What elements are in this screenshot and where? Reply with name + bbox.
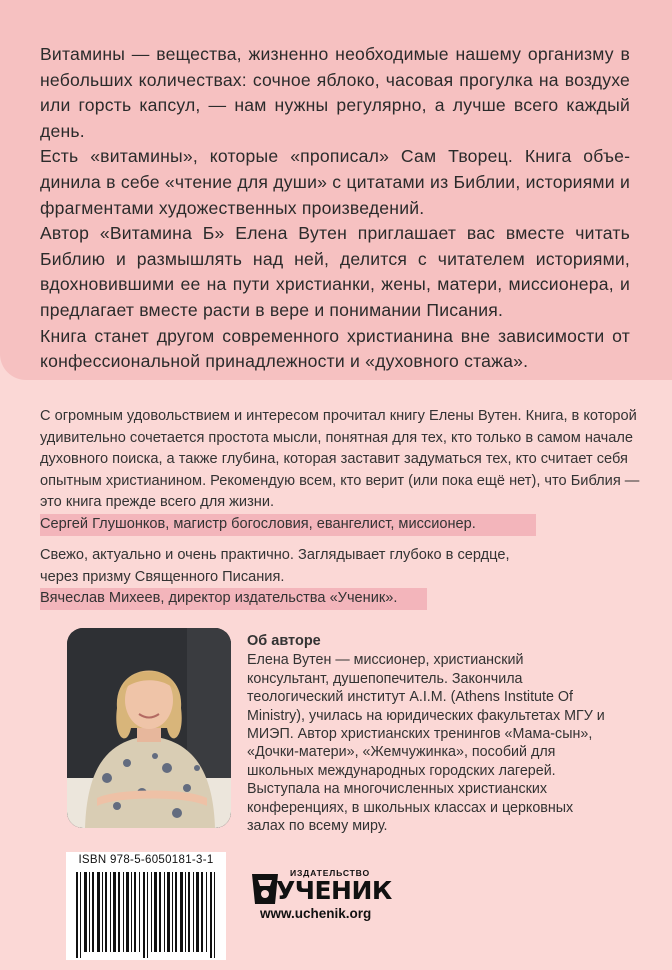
review-text: Свежо, актуально и очень практично. Заглядывает глубоко в сердце, через призму Священного Писания. [40,547,510,585]
description-paragraph: Витамины — вещества, жизненно необходимые нашему организму в небольших количествах: сочное яблоко, часовая прогулка на воздухе или горсть капсул, — нам нужны регулярно, а лучше всего каждый день. [40,44,630,141]
barcode [66,852,226,960]
isbn-number: ISBN 978-5-6050181-3-1 [78,854,214,866]
author-photo [67,628,231,828]
barcode-bars [74,872,218,958]
about-author [247,632,607,835]
review-author: Сергей Глушонков, магистр богословия, евангелист, миссионер. [40,514,536,536]
publisher-logo [250,868,390,928]
description-paragraph: Автор «Витамина Б» Елена Вутен приглашает вас вместе читать Библию и размышлять над ней, делится с читателем историями, вдохновившими ее на пути христианки, жены, матери, миссионера, и предлагает вместе расти в вере и понимании Писания. [40,223,630,320]
review-text: С огромным удовольствием и интересом прочитал книгу Елены Вутен. Книга, в которой удивительно сочетается простота мысли, понятная для тех, кто только в самом начале духовного поиска, а также глубина, которая заставит задуматься тех, кто считает себя опытным христианином. Рекомендую всем, кто верит (или пока ещё нет), что Библия — это книга прежде всего для жизни. [40,408,640,511]
book-description [40,42,630,375]
review-1 [40,406,640,536]
description-panel [0,0,672,380]
about-heading: Об авторе [247,633,321,649]
description-paragraph: Есть «витамины», которые «прописал» Сам Творец. Книга объединила в себе «чтение для души» с цитатами из Библии, историями и фрагментами художественных произведений. [40,146,630,218]
about-text: Елена Вутен — миссионер, христианский консультант, душепопечитель. Закончила теологический институт A.I.M. (Athens Institute Of Ministry), училась на юридических факультетах МГУ и МИЭП. Автор христианских тренингов «Мама-сын», «Дочки-матери», «Жемчужинка», пособий для школьных международных городских лагерей. Выступала на многочисленных христианских конференциях, в школьных классах и церковных залах по всему миру. [247,652,605,835]
publisher-url[interactable]: www.uchenik.org [260,906,372,921]
description-paragraph: Книга станет другом современного христианина вне зависимости от конфессиональной принадлежности и «духовного стажа». [40,325,630,372]
review-author: Вячеслав Михеев, директор издательства «Ученик». [40,588,427,610]
publisher-name: УЧЕНИК [276,876,392,905]
review-2 [40,545,640,610]
publisher-label: ИЗДАТЕЛЬСТВО [290,868,370,878]
